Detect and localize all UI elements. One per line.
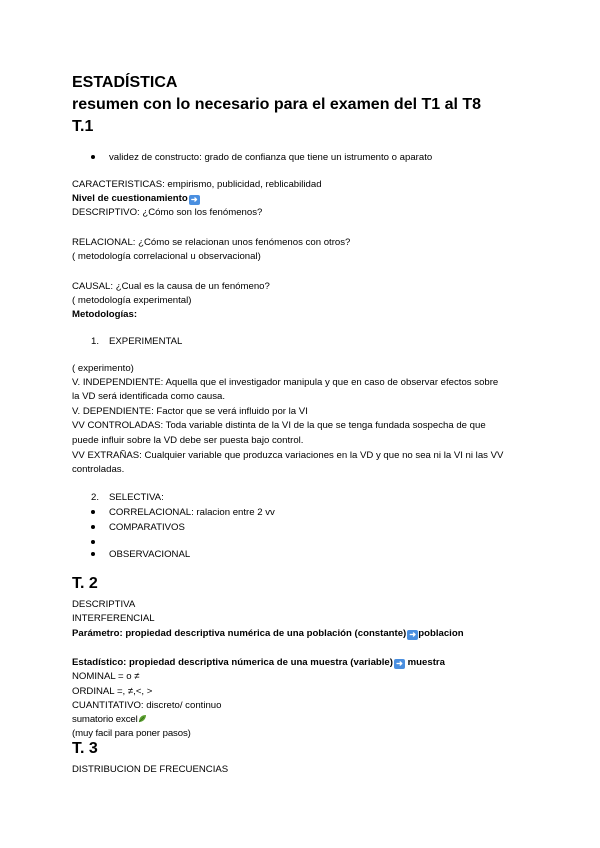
bullet-icon <box>91 525 95 529</box>
bullet-icon <box>91 155 95 159</box>
vi-line-1: V. INDEPENDIENTE: Aquella que el investigador manipula y que en caso de observar efectos sobre <box>72 377 499 388</box>
right-arrow-icon: ➜ <box>189 195 200 205</box>
vd-line: V. DEPENDIENTE: Factor que se verá influido por la VI <box>72 406 308 417</box>
document-subtitle: resumen con lo necesario para el examen del T1 al T8 <box>72 96 482 113</box>
sumatorio-line <box>72 713 147 726</box>
causal-line: CAUSAL: ¿Cual es la causa de un fenómeno? <box>72 281 270 292</box>
sumatorio-text: sumatorio excel <box>72 714 138 725</box>
parametro-text: Parámetro: propiedad descriptiva numérica de una población (constante) <box>72 628 407 639</box>
bullet-icon <box>91 540 95 544</box>
right-arrow-icon: ➜ <box>394 659 405 669</box>
vi-line-2: la VD será identificada como causa. <box>72 391 226 402</box>
vvc-line-2: puede influir sobre la VD debe ser puesta bajo control. <box>72 435 304 446</box>
list-item-experimental: EXPERIMENTAL <box>109 336 183 347</box>
nivel-label: Nivel de cuestionamiento <box>72 193 188 204</box>
list-item-selectiva: SELECTIVA: <box>109 492 164 503</box>
estadistico-text: Estadístico: propiedad descriptiva númerica de una muestra (variable) <box>72 657 393 668</box>
vve-line-2: controladas. <box>72 464 125 475</box>
right-arrow-icon: ➜ <box>407 630 418 640</box>
parametro-after: poblacion <box>418 628 464 639</box>
section-heading-t2: T. 2 <box>72 575 98 592</box>
bullet-icon <box>91 510 95 514</box>
experimento-note: ( experimento) <box>72 363 134 374</box>
distribucion-line: DISTRIBUCION DE FRECUENCIAS <box>72 764 229 775</box>
list-number: 1. <box>91 336 100 347</box>
vvc-line-1: VV CONTROLADAS: Toda variable distinta de la VI de la que se tenga fundada sospecha de que <box>72 420 486 431</box>
section-heading-t1: T.1 <box>72 118 94 135</box>
causal-note: ( metodología experimental) <box>72 295 192 306</box>
list-number: 2. <box>91 492 100 503</box>
estadistico-line <box>72 656 445 669</box>
ordinal-line: ORDINAL =, ≠,<, > <box>72 686 153 697</box>
list-item: CORRELACIONAL: ralacion entre 2 vv <box>109 507 275 518</box>
nominal-line: NOMINAL = o ≠ <box>72 671 140 682</box>
nivel-heading <box>72 192 200 205</box>
descriptivo-line: DESCRIPTIVO: ¿Cómo son los fenómenos? <box>72 207 263 218</box>
muy-facil-line: (muy facil para poner pasos) <box>72 728 191 739</box>
document-title: ESTADÍSTICA <box>72 74 178 91</box>
section-heading-t3: T. 3 <box>72 740 98 757</box>
relacional-line: RELACIONAL: ¿Cómo se relacionan unos fenómenos con otros? <box>72 237 351 248</box>
list-item: OBSERVACIONAL <box>109 549 191 560</box>
estadistico-after: muestra <box>404 657 445 668</box>
bullet-icon <box>91 552 95 556</box>
relacional-note: ( metodología correlacional u observacional) <box>72 251 261 262</box>
metodologias-heading: Metodologías: <box>72 309 138 320</box>
list-item: COMPARATIVOS <box>109 522 185 533</box>
caracteristicas-line: CARACTERISTICAS: empirismo, publicidad, reblicabilidad <box>72 179 322 190</box>
descriptiva-line: DESCRIPTIVA <box>72 599 136 610</box>
cuantitativo-line: CUANTITATIVO: discreto/ continuo <box>72 700 222 711</box>
vve-line-1: VV EXTRAÑAS: Cualquier variable que produzca variaciones en la VD y que no sea ni la VI ni las VV <box>72 450 504 461</box>
leaf-icon <box>138 714 147 723</box>
bullet-item: validez de constructo: grado de confianza que tiene un istrumento o aparato <box>109 152 433 163</box>
interferencial-line: INTERFERENCIAL <box>72 613 155 624</box>
parametro-line <box>72 627 464 640</box>
